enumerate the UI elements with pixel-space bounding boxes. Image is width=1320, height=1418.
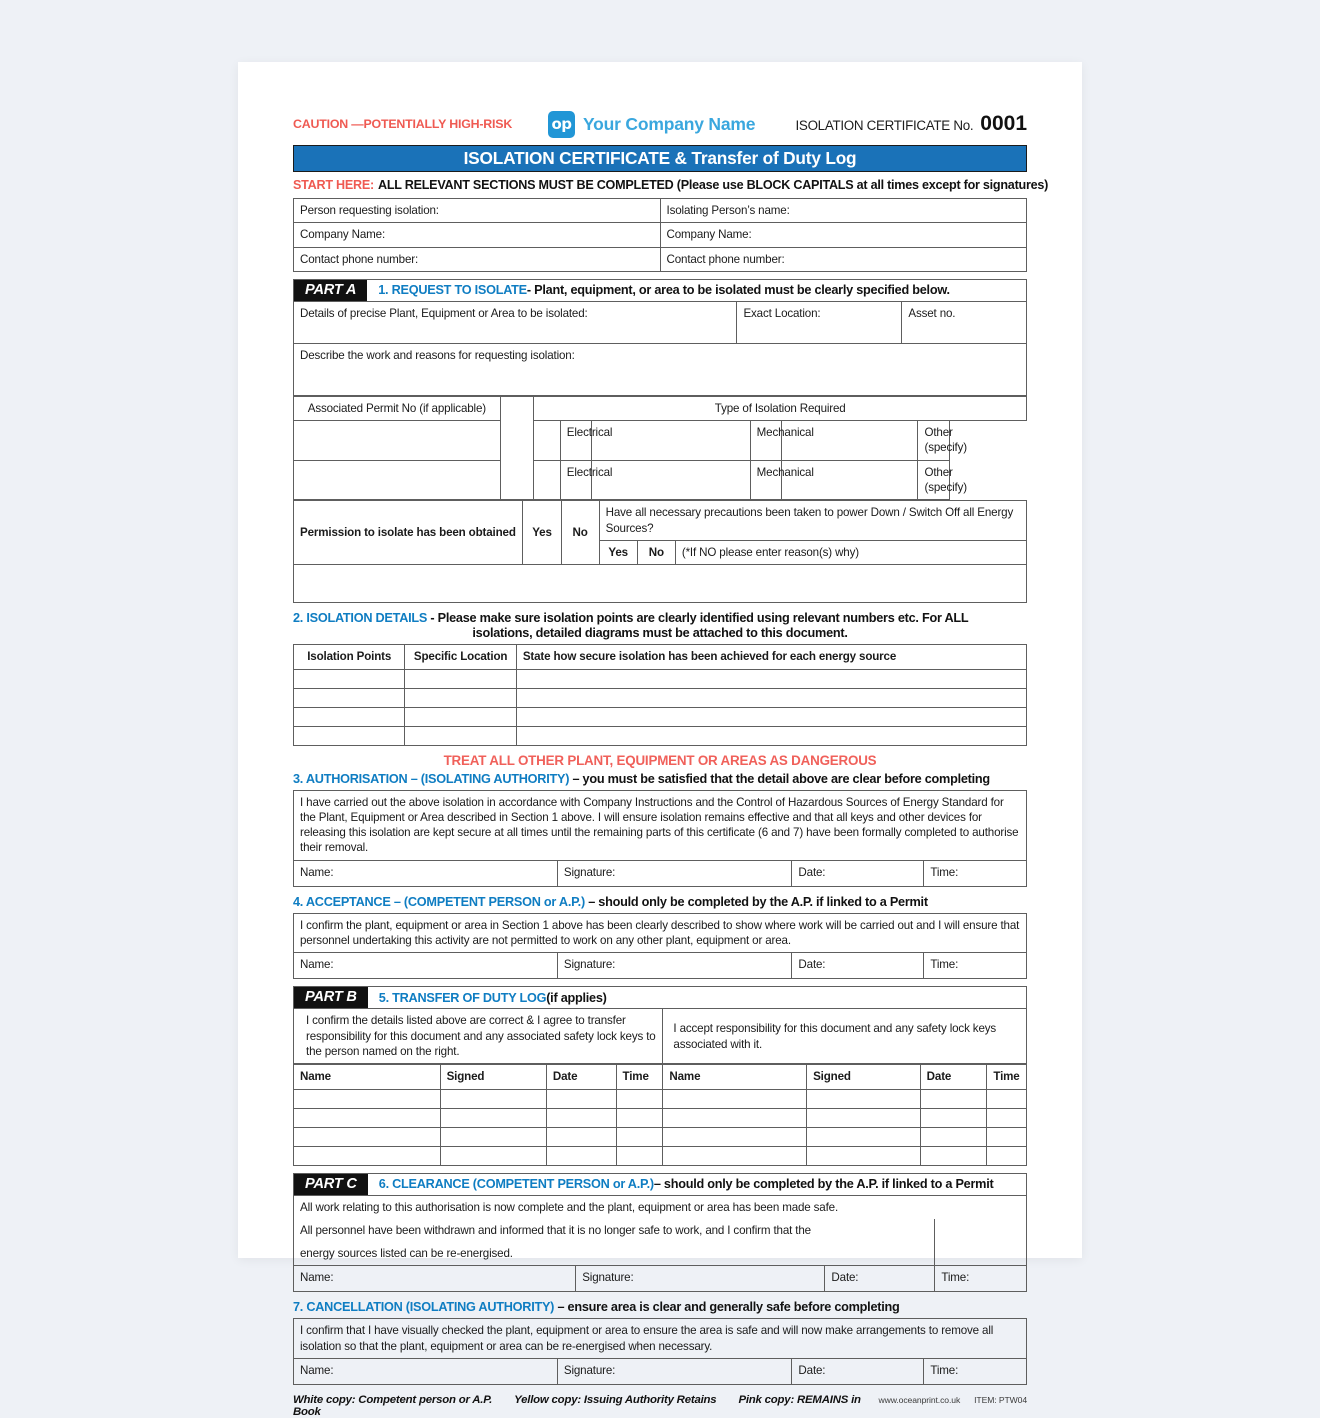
table-row <box>294 1266 1027 1292</box>
cell-transfer[interactable] <box>616 1127 663 1146</box>
cell-transfer[interactable] <box>546 1146 616 1165</box>
section-2-heading-line2: isolations, detailed diagrams must be attached to this document. <box>472 626 848 641</box>
label-other-2: Other (specify) <box>918 460 950 500</box>
clearance-line-3: energy sources listed can be re-energised. <box>294 1242 825 1266</box>
table-row <box>294 707 1027 726</box>
column-transfer-name-left: Name <box>294 1065 441 1089</box>
cell-transfer[interactable] <box>987 1127 1027 1146</box>
part-c-section-text: – should only be completed by the A.P. if linked to a Permit <box>653 1177 994 1192</box>
part-b-section-number: 5. TRANSFER OF DUTY LOG <box>378 990 547 1005</box>
danger-warning-text: TREAT ALL OTHER PLANT, EQUIPMENT OR AREAS AS DANGEROUS <box>443 752 877 768</box>
cell-isolation-point[interactable] <box>294 707 405 726</box>
contacts-table <box>293 198 1027 272</box>
checkbox-precautions-no[interactable]: No <box>637 540 675 564</box>
cell-isolation-point[interactable] <box>294 688 405 707</box>
column-transfer-date-right: Date <box>920 1065 987 1089</box>
clearance-empty-box[interactable] <box>825 1219 935 1266</box>
table-row <box>294 1146 1027 1165</box>
cell-transfer[interactable] <box>294 1127 441 1146</box>
table-row <box>294 1359 1027 1385</box>
field-contact-phone-left[interactable]: Contact phone number: <box>294 247 661 271</box>
table-row <box>294 1108 1027 1127</box>
part-c-bar <box>293 1173 1027 1195</box>
cell-secure-isolation[interactable] <box>516 707 1026 726</box>
part-c-section-number: 6. CLEARANCE (COMPETENT PERSON or A.P.) <box>378 1177 654 1192</box>
table-row <box>294 1009 1027 1064</box>
section-3-text: – you must be satisfied that the detail above are clear before completing <box>569 771 990 786</box>
label-mechanical-2: Mechanical <box>750 460 782 500</box>
part-b-tag: PART B <box>294 987 368 1008</box>
field-describe-work[interactable]: Describe the work and reasons for requesting isolation: <box>294 343 1027 395</box>
input-reason-why[interactable] <box>294 565 1027 603</box>
cell-transfer[interactable] <box>663 1089 807 1108</box>
checkbox-electrical-1[interactable] <box>534 421 560 461</box>
copy-distribution <box>293 1394 865 1418</box>
section-4-declaration: I confirm the plant, equipment or area in Section 1 above has been clearly described to show where work will be carried out and I will ensure that personnel undertaking this activity are not permitted to work on any other plant, equipment or area. <box>294 913 1027 953</box>
part-b-bar <box>293 986 1027 1008</box>
cell-transfer[interactable] <box>440 1108 546 1127</box>
company-branding <box>548 111 796 138</box>
checkbox-permission-yes[interactable]: Yes <box>523 501 561 565</box>
field-auth-time[interactable]: Time: <box>924 860 1027 886</box>
column-isolation-points: Isolation Points <box>294 645 405 669</box>
cell-transfer[interactable] <box>987 1089 1027 1108</box>
part-a-bar <box>293 279 1027 301</box>
input-permit-no-1[interactable] <box>294 421 501 461</box>
cell-transfer[interactable] <box>546 1127 616 1146</box>
field-cancel-date[interactable]: Date: <box>792 1359 924 1385</box>
field-auth-name[interactable]: Name: <box>294 860 558 886</box>
company-logo-icon: op <box>548 111 575 138</box>
table-row <box>294 1127 1027 1146</box>
table-row <box>294 669 1027 688</box>
field-company-name-right[interactable]: Company Name: <box>660 223 1027 247</box>
cell-secure-isolation[interactable] <box>516 688 1026 707</box>
cell-transfer[interactable] <box>807 1146 921 1165</box>
table-row <box>294 396 1027 420</box>
table-row <box>294 421 1027 461</box>
cell-isolation-point[interactable] <box>294 669 405 688</box>
column-transfer-time-left: Time <box>616 1065 663 1089</box>
cell-transfer[interactable] <box>294 1146 441 1165</box>
document-page <box>238 62 1082 1418</box>
section-7-number: 7. CANCELLATION (ISOLATING AUTHORITY) <box>293 1300 555 1315</box>
start-here-text: ALL RELEVANT SECTIONS MUST BE COMPLETED (Please use BLOCK CAPITALS at all times except for signatures) <box>377 178 1049 192</box>
cell-transfer[interactable] <box>920 1089 987 1108</box>
table-row <box>294 301 1027 343</box>
table-row <box>294 688 1027 707</box>
field-clearance-time[interactable]: Time: <box>935 1266 1027 1292</box>
label-associated-permit-no: Associated Permit No (if applicable) <box>294 396 501 420</box>
footer-website[interactable]: www.oceanprint.co.uk <box>878 1395 961 1406</box>
table-row <box>294 1219 1027 1242</box>
field-plant-details[interactable]: Details of precise Plant, Equipment or Area to be isolated: <box>294 301 737 343</box>
table-row <box>294 565 1027 603</box>
cell-transfer[interactable] <box>294 1108 441 1127</box>
column-specific-location: Specific Location <box>405 645 516 669</box>
cell-specific-location[interactable] <box>405 707 516 726</box>
cell-specific-location[interactable] <box>405 688 516 707</box>
field-accept-name[interactable]: Name: <box>294 953 558 979</box>
part-c-tag: PART C <box>294 1174 368 1195</box>
cell-secure-isolation[interactable] <box>516 726 1026 745</box>
field-accept-signature[interactable]: Signature: <box>557 953 792 979</box>
field-exact-location[interactable]: Exact Location: <box>737 301 902 343</box>
label-permission-obtained: Permission to isolate has been obtained <box>294 501 523 565</box>
cell-transfer[interactable] <box>616 1108 663 1127</box>
cell-transfer[interactable] <box>987 1108 1027 1127</box>
column-transfer-signed-right: Signed <box>807 1065 921 1089</box>
document-title-bar: ISOLATION CERTIFICATE & Transfer of Duty Log <box>293 145 1027 172</box>
label-precautions-question: Have all necessary precautions been taken to power Down / Switch Off all Energy Sources? <box>599 501 1026 541</box>
transfer-left-statement: I confirm the details listed above are correct & I agree to transfer responsibility for this document and any associated safety lock keys to the person named on the right. <box>294 1009 663 1064</box>
section-7-text: – ensure area is clear and generally safe before completing <box>554 1300 900 1315</box>
copy-white: White copy: Competent person or A.P. <box>293 1394 493 1407</box>
certificate-number-block <box>796 112 1027 136</box>
column-transfer-date-left: Date <box>546 1065 616 1089</box>
footer-meta <box>865 1395 1027 1405</box>
cell-transfer[interactable] <box>987 1146 1027 1165</box>
part-b-statements-table <box>293 1008 1027 1064</box>
form-sheet <box>293 107 1049 1418</box>
part-c-heading <box>368 1174 994 1195</box>
field-auth-signature[interactable]: Signature: <box>557 860 792 886</box>
table-row <box>294 199 1027 223</box>
cell-transfer[interactable] <box>807 1089 921 1108</box>
table-row <box>294 645 1027 669</box>
table-row <box>294 1065 1027 1089</box>
field-isolating-person[interactable]: Isolating Person’s name: <box>660 199 1027 223</box>
table-row <box>294 860 1027 886</box>
part-c-table <box>293 1195 1027 1293</box>
field-person-requesting[interactable]: Person requesting isolation: <box>294 199 661 223</box>
field-auth-date[interactable]: Date: <box>792 860 924 886</box>
input-permit-no-2[interactable] <box>294 460 501 500</box>
cell-transfer[interactable] <box>807 1127 921 1146</box>
table-row <box>294 953 1027 979</box>
cell-specific-location[interactable] <box>405 726 516 745</box>
section-2-text: - Please make sure isolation points are clearly identified using relevant numbers etc. For ALL <box>427 611 969 626</box>
section-4-text: – should only be completed by the A.P. if linked to a Permit <box>584 894 928 909</box>
section-7-heading <box>293 1300 1027 1314</box>
column-secure-isolation: State how secure isolation has been achieved for each energy source <box>516 645 1026 669</box>
field-asset-no[interactable]: Asset no. <box>902 301 1027 343</box>
field-cancel-signature[interactable]: Signature: <box>557 1359 792 1385</box>
part-a-isolation-type-table <box>293 396 1027 500</box>
company-name: Your Company Name <box>583 113 756 134</box>
part-a-tag: PART A <box>294 280 367 301</box>
copy-yellow: Yellow copy: Issuing Authority Retains <box>514 1394 717 1407</box>
table-row <box>294 460 1027 500</box>
table-row <box>294 1319 1027 1359</box>
clearance-line-2: All personnel have been withdrawn and informed that it is no longer safe to work, and I confirm that the <box>294 1219 825 1242</box>
caution-text: CAUTION —POTENTIALLY HIGH-RISK <box>293 117 513 131</box>
section-2-number: 2. ISOLATION DETAILS <box>293 611 428 626</box>
section-4-heading <box>293 895 1027 909</box>
table-row <box>294 501 1027 541</box>
field-cancel-name[interactable]: Name: <box>294 1359 558 1385</box>
part-a-section-number: 1. REQUEST TO ISOLATE <box>378 283 527 298</box>
checkbox-mechanical-1[interactable] <box>592 421 750 461</box>
cell-transfer[interactable] <box>663 1108 807 1127</box>
certificate-number-value: 0001 <box>980 112 1027 135</box>
column-transfer-name-right: Name <box>663 1065 807 1089</box>
field-cancel-time[interactable]: Time: <box>924 1359 1027 1385</box>
section-4-table <box>293 913 1027 980</box>
cell-transfer[interactable] <box>616 1089 663 1108</box>
table-row <box>294 247 1027 271</box>
cell-secure-isolation[interactable] <box>516 669 1026 688</box>
table-row <box>294 343 1027 395</box>
section-2-heading <box>293 611 1027 625</box>
section-7-table <box>293 1318 1027 1385</box>
cell-transfer[interactable] <box>546 1089 616 1108</box>
field-clearance-name[interactable]: Name: <box>294 1266 576 1292</box>
field-company-name-left[interactable]: Company Name: <box>294 223 661 247</box>
clearance-spacer <box>935 1195 1027 1266</box>
section-3-table <box>293 790 1027 887</box>
checkbox-precautions-yes[interactable]: Yes <box>599 540 637 564</box>
field-clearance-date[interactable]: Date: <box>825 1266 935 1292</box>
cell-transfer[interactable] <box>663 1127 807 1146</box>
table-row <box>294 726 1027 745</box>
label-electrical-2: Electrical <box>560 460 592 500</box>
section-3-heading <box>293 772 1027 786</box>
column-transfer-time-right: Time <box>987 1065 1027 1089</box>
start-here-instruction <box>293 178 1049 192</box>
cell-transfer[interactable] <box>440 1146 546 1165</box>
checkbox-electrical-2[interactable] <box>534 460 560 500</box>
section-3-number: 3. AUTHORISATION – (ISOLATING AUTHORITY) <box>293 771 570 786</box>
table-row <box>294 1089 1027 1108</box>
cell-transfer[interactable] <box>294 1089 441 1108</box>
table-row <box>294 1195 1027 1219</box>
start-here-label: START HERE: <box>293 178 374 192</box>
transfer-right-statement: I accept responsibility for this document and any safety lock keys associated with it. <box>663 1009 1027 1064</box>
field-clearance-signature[interactable]: Signature: <box>576 1266 825 1292</box>
transfer-of-duty-log-table <box>293 1064 1027 1165</box>
isolation-details-table <box>293 644 1027 745</box>
label-other-1: Other (specify) <box>918 421 950 461</box>
field-contact-phone-right[interactable]: Contact phone number: <box>660 247 1027 271</box>
cell-transfer[interactable] <box>663 1146 807 1165</box>
cell-specific-location[interactable] <box>405 669 516 688</box>
section-4-number: 4. ACCEPTANCE – (COMPETENT PERSON or A.P.) <box>293 894 585 909</box>
cell-transfer[interactable] <box>440 1127 546 1146</box>
cell-transfer[interactable] <box>920 1127 987 1146</box>
cell-transfer[interactable] <box>546 1108 616 1127</box>
document-footer <box>293 1394 1027 1418</box>
table-row <box>294 913 1027 953</box>
cell-transfer[interactable] <box>616 1146 663 1165</box>
cell-transfer[interactable] <box>440 1089 546 1108</box>
part-a-heading <box>367 280 950 301</box>
cell-transfer[interactable] <box>807 1108 921 1127</box>
certificate-number-label: ISOLATION CERTIFICATE No. <box>795 118 974 133</box>
part-a-section-text: - Plant, equipment, or area to be isolated must be clearly specified below. <box>526 283 950 298</box>
document-header <box>293 107 1027 141</box>
cell-transfer[interactable] <box>920 1108 987 1127</box>
table-row <box>294 790 1027 860</box>
cell-transfer[interactable] <box>920 1146 987 1165</box>
label-if-no-reason: (*If NO please enter reason(s) why) <box>675 540 1026 564</box>
column-transfer-signed-left: Signed <box>440 1065 546 1089</box>
copy-pink: Pink copy: REMAINS in Book <box>293 1394 861 1418</box>
part-b-heading <box>368 987 607 1008</box>
part-a-permission-table <box>293 500 1027 603</box>
cell-isolation-point[interactable] <box>294 726 405 745</box>
section-3-declaration: I have carried out the above isolation in accordance with Company Instructions and the Control of Hazardous Sources of Energy Standard for the Plant, Equipment or Area described in Section 1 above. I will ensure isolation remains effective and that all keys and other devices for releasing this isolation are kept secure at all times until the remaining parts of this certificate (6 and 7) have been formally completed to authorise their removal. <box>294 790 1027 860</box>
label-type-of-isolation: Type of Isolation Required <box>534 396 1027 420</box>
section-7-declaration: I confirm that I have visually checked the plant, equipment or area to ensure the area is safe and will now make arrangements to remove all isolation so that the plant, equipment or area can be re-energised when necessary. <box>294 1319 1027 1359</box>
spacer-cell <box>500 396 534 499</box>
part-b-section-text: (if applies) <box>546 990 607 1005</box>
table-row <box>294 223 1027 247</box>
label-mechanical-1: Mechanical <box>750 421 782 461</box>
field-accept-time[interactable]: Time: <box>924 953 1027 979</box>
checkbox-mechanical-2[interactable] <box>592 460 750 500</box>
part-a-details-table <box>293 301 1027 396</box>
label-electrical-1: Electrical <box>560 421 592 461</box>
clearance-line-1: All work relating to this authorisation is now complete and the plant, equipment or area has been made safe. <box>294 1195 935 1219</box>
footer-item-code: ITEM: PTW04 <box>974 1395 1027 1406</box>
checkbox-permission-no[interactable]: No <box>561 501 599 565</box>
field-accept-date[interactable]: Date: <box>792 953 924 979</box>
